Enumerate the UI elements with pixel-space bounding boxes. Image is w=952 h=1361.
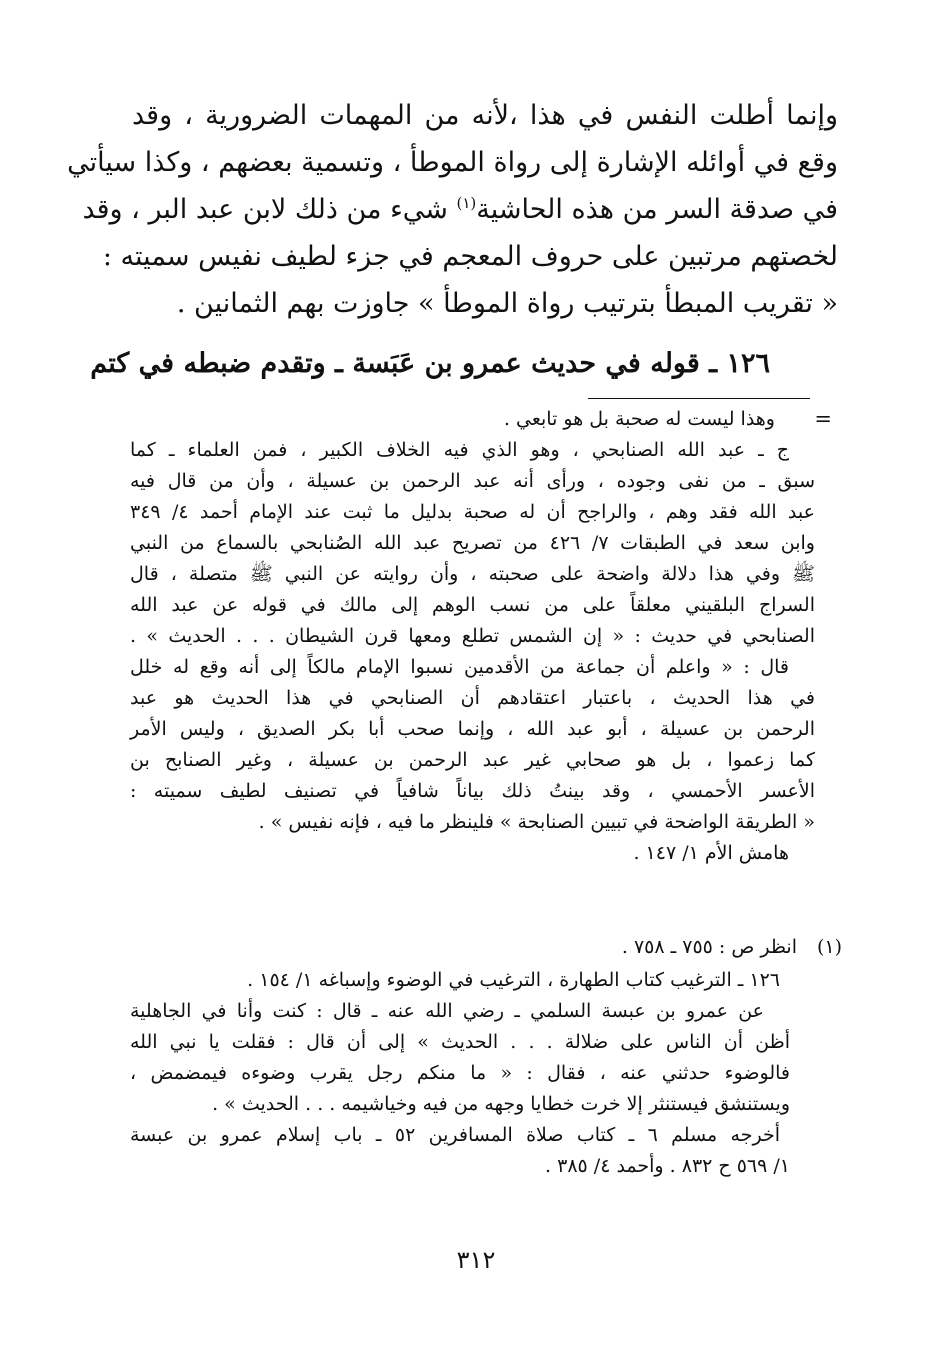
footnote-line: عبد الله فقد وهم ، والراجح أن له صحبة بدليل ما ثبت عند الإمام أحمد ٤/ ٣٤٩ [130, 501, 815, 523]
footnote-line: وابن سعد في الطبقات ٧/ ٤٢٦ من تصريح عبد الله الصُنابحي بالسماع من النبي [130, 532, 815, 554]
footnote-line: الأعسر الأحمسي ، وقد بينتُ ذلك بياناً شافياً في تصنيف لطيف سميته : [130, 780, 815, 802]
hadith-heading: ١٢٦ ـ قوله في حديث عمرو بن عَبَسة ـ وتقدم ضبطه في كتم [90, 348, 770, 379]
main-text-line-2: وقع في أوائله الإشارة إلى رواة الموطأ ، وتسمية بعضهم ، وكذا سيأتي [67, 147, 838, 178]
main-text-line-1: وإنما أطلت النفس في هذا ،لأنه من المهمات الضرورية ، وقد [132, 100, 838, 131]
takhrij-line: ١/ ٥٦٩ ح ٨٣٢ . وأحمد ٤/ ٣٨٥ . [545, 1155, 790, 1177]
footnote-1-text: انظر ص : ٧٥٥ ـ ٧٥٨ . [621, 936, 797, 958]
main-text-line-3 [82, 186, 838, 233]
footnote-number-1: (١) [816, 936, 842, 958]
footnote-line: ج ـ عبد الله الصنابحي ، وهو الذي فيه الخلاف الكبير ، فمن العلماء ـ كما [130, 439, 789, 461]
footnote-line: قال : « واعلم أن جماعة من الأقدمين نسبوا الإمام مالكاً إلى أنه وقع له خلل [130, 656, 789, 678]
main-text [67, 92, 838, 327]
takhrij-line: أظن أن الناس على ضلالة . . . الحديث » إلى أن قال : فقلت يا نبي الله [130, 1031, 790, 1053]
footnotes [130, 404, 815, 869]
main-text-line-5: « تقريب المبطأ بترتيب رواة الموطأ » جاوزت بهم الثمانين . [176, 288, 838, 319]
continuation-marker: = [814, 407, 832, 431]
takhrij-line: عن عمرو بن عبسة السلمي ـ رضي الله عنه ـ قال : كنت وأنا في الجاهلية [130, 1000, 764, 1022]
footnote-ref-1[interactable]: (١) [456, 194, 477, 212]
footnote-line: السراج البلقيني معلقاً على من نسب الوهم إلى مالك في قوله عن عبد الله [130, 594, 815, 616]
footnote-line: ﷺ وفي هذا دلالة واضحة على صحبته ، وأن روايته عن النبي ﷺ متصلة ، قال [130, 563, 815, 585]
footnote-line: هامش الأم ١/ ١٤٧ . [633, 842, 789, 864]
takhrij-line: ١٢٦ ـ الترغيب كتاب الطهارة ، الترغيب في الوضوء وإسباغه ١/ ١٥٤ . [247, 969, 780, 991]
footnote-line: في هذا الحديث ، باعتبار اعتقادهم أن الصنابحي في هذا الحديث هو عبد [130, 687, 815, 709]
main-text-line-3-start: في صدقة السر من هذه الحاشية [476, 194, 838, 225]
page-number: ٣١٢ [456, 1246, 496, 1274]
main-text-line-4: لخصتهم مرتبين على حروف المعجم في جزء لطيف نفيس سميته : [102, 241, 838, 272]
footnote-line: وهذا ليست له صحبة بل هو تابعي . [503, 408, 775, 430]
footnote-line: « الطريقة الواضحة في تبيين الصنابحة » فلينظر ما فيه ، فإنه نفيس » . [258, 811, 815, 833]
main-text-line-3-end: شيء من ذلك لابن عبد البر ، وقد [82, 194, 448, 225]
footnote-line: الرحمن بن عسيلة ، أبو عبد الله ، وإنما صحب أبا بكر الصديق ، وليس الأمر [130, 718, 815, 740]
takhrij-line: أخرجه مسلم ٦ ـ كتاب صلاة المسافرين ٥٢ ـ باب إسلام عمرو بن عبسة [130, 1124, 780, 1146]
footnote-line: سبق ـ من نفى وجوده ، ورأى أنه عبد الرحمن بن عسيلة ، وأن من قال فيه [130, 470, 815, 492]
footnote-separator [588, 398, 810, 399]
footnote-line: الصنابحي في حديث : « إن الشمس تطلع ومعها قرن الشيطان . . . الحديث » . [130, 625, 815, 647]
takhrij-line: ويستنشق فيستنثر إلا خرت خطايا وجهه من فيه وخياشيمه . . . الحديث » . [212, 1093, 790, 1115]
takhrij-line: فالوضوء حدثني عنه ، فقال : « ما منكم رجل يقرب وضوءه فيمضمض ، [130, 1062, 790, 1084]
footnote-line: كما زعموا ، بل هو صحابي غير عبد الرحمن بن عسيلة ، وغير الصنابح بن [130, 749, 815, 771]
takhrij-section [130, 965, 790, 1182]
